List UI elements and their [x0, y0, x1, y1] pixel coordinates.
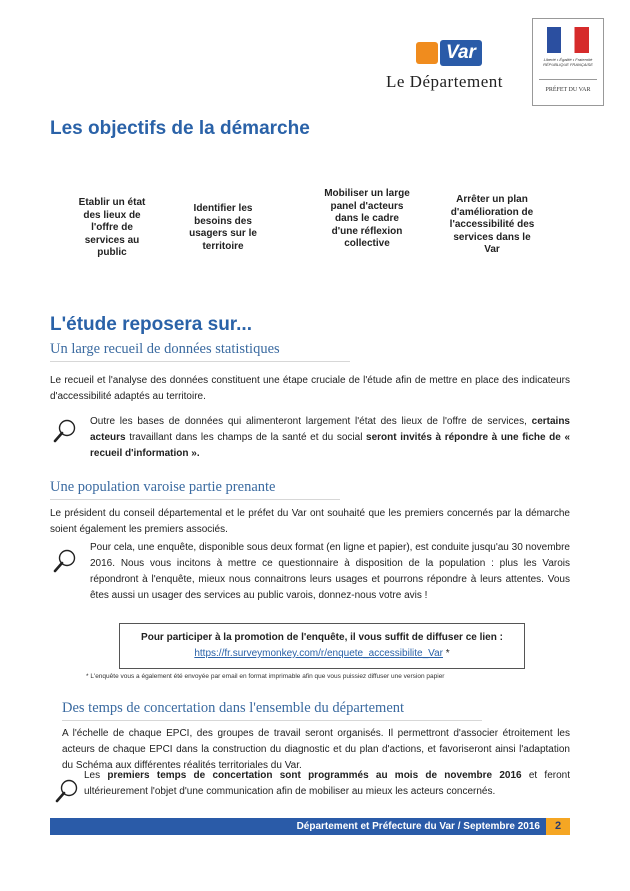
- var-logo-text: Var: [440, 40, 482, 66]
- var-shape-icon: [416, 42, 438, 64]
- survey-footnote: * L'enquête vous a également été envoyée par email en format imprimable afin que vous puissiez diffuser une version papier: [86, 673, 445, 680]
- departement-var-logo: [386, 40, 512, 92]
- subtitle-concertation: Des temps de concertation dans l'ensemble du département: [62, 700, 405, 716]
- paragraph-concertation: Les premiers temps de concertation sont programmés au mois de novembre 2016 et feront ultérieurement l'objet d'une communication afin de mobiliser au mieux les acteurs concernés.: [84, 770, 570, 797]
- prefet-logo: [532, 18, 604, 106]
- paragraph-data-collection: Le recueil et l'analyse des données constituent une étape cruciale de l'étude afin de mettre en place des indicateurs d'accessibilité adaptés au territoire.: [50, 375, 570, 402]
- magnifier-icon: [52, 548, 78, 574]
- objective-1: Etablir un état des lieux de l'offre de services au public: [78, 197, 146, 258]
- section-title-objectives: Les objectifs de la démarche: [50, 118, 310, 139]
- paragraph-population: Le président du conseil départemental et le préfet du Var ont souhaité que les premiers concernés par la démarche soient également les premiers associés.: [50, 508, 570, 535]
- survey-link[interactable]: https://fr.surveymonkey.com/r/enquete_accessibilite_Var: [194, 648, 443, 659]
- objective-2: Identifier les besoins des usagers sur le territoire: [189, 203, 257, 252]
- paragraph-actors: Outre les bases de données qui alimenteront largement l'état des lieux de l'offre de services, certains acteurs travaillant dans les champs de la santé et du social seront invités à répondre à une fiche de « recueil d'information ».: [90, 416, 571, 459]
- paragraph-epci: A l'échelle de chaque EPCI, des groupes de travail seront organisés. Il permettront d'associer étroitement les acteurs de chaque EPCI dans la construction du diagnostic et du plan d'actions, et favoriseront ainsi l'adaptation du Schéma aux différentes réalités territoriales du Var.: [62, 728, 570, 771]
- prefet-republic: RÉPUBLIQUE FRANÇAISE: [543, 62, 593, 67]
- prefet-motto: Liberté • Égalité • Fraternité: [543, 57, 593, 62]
- page-number: 2: [546, 818, 570, 835]
- objective-4: Arrêter un plan d'amélioration de l'accessibilité des services dans le Var: [449, 194, 535, 255]
- page-footer: [50, 818, 570, 835]
- departement-label: Le Département: [386, 72, 503, 91]
- section-title-study: L'étude reposera sur...: [50, 314, 252, 335]
- callout-text: Pour participer à la promotion de l'enquête, il vous suffit de diffuser ce lien :: [141, 632, 503, 643]
- footer-text: Département et Préfecture du Var / Septembre 2016: [296, 821, 540, 832]
- paragraph-survey: Pour cela, une enquête, disponible sous deux format (en ligne et papier), est conduite jusqu'au 30 novembre 2016. Nous vous incitons à mettre ce questionnaire à disposition de la population : plus les Varois répondront à l'enquête, mieux nous connaitrons leurs usages et pourrons répondre à leurs attentes. Vous êtes aussi un usager des services au public varois, donnez-nous votre avis !: [90, 542, 570, 601]
- subtitle-population: Une population varoise partie prenante: [50, 479, 276, 495]
- survey-callout-box: Pour participer à la promotion de l'enquête, il vous suffit de diffuser ce lien : https://fr.surveymonkey.com/r/enquete_accessibilite_Var *: [119, 623, 525, 669]
- objective-3: Mobiliser un large panel d'acteurs dans le cadre d'une réflexion collective: [324, 188, 410, 249]
- magnifier-icon: [52, 418, 78, 444]
- marianne-icon: [547, 27, 589, 53]
- magnifier-icon: [54, 778, 80, 804]
- subtitle-data-collection: Un large recueil de données statistiques: [50, 341, 280, 357]
- prefet-label: PRÉFET DU VAR: [545, 87, 591, 93]
